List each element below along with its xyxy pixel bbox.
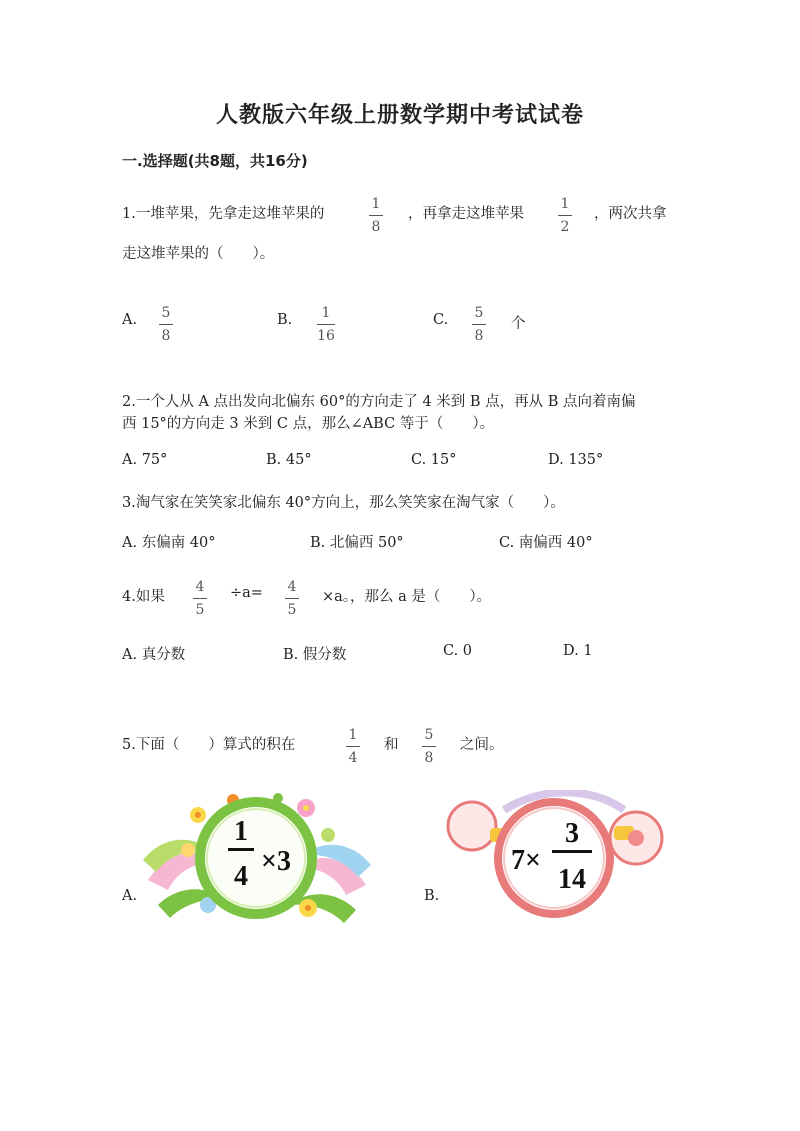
q5-fraction-2 bbox=[422, 727, 436, 766]
q1-text-line2: 走这堆苹果的（ ）。 bbox=[122, 246, 275, 262]
page-title: 人教版六年级上册数学期中考试试卷 bbox=[215, 103, 584, 128]
fraction-bar bbox=[472, 324, 486, 325]
q4-text-a: 4.如果 bbox=[122, 589, 165, 605]
q4-fraction-2 bbox=[285, 579, 299, 618]
q1-option-a-fraction bbox=[159, 305, 173, 344]
q5-text-b: 和 bbox=[384, 737, 399, 753]
q1-text-a: 1.一堆苹果，先拿走这堆苹果的 bbox=[122, 206, 325, 222]
fraction-bar bbox=[422, 746, 436, 747]
fraction-numerator: 5 bbox=[424, 727, 434, 743]
q2-option-a: A. 75° bbox=[122, 452, 168, 468]
q2-text-line2: 西 15°的方向走 3 米到 C 点，那么∠ABC 等于（ ）。 bbox=[122, 416, 495, 432]
fraction-numerator: 4 bbox=[195, 579, 205, 595]
q1-text-b: ，再拿走这堆苹果 bbox=[408, 206, 524, 222]
fraction-numerator: 1 bbox=[371, 196, 381, 212]
q4-fraction-1 bbox=[193, 579, 207, 618]
q5-option-b-denominator: 14 bbox=[558, 864, 586, 895]
q1-option-c-fraction bbox=[472, 305, 486, 344]
q2-option-d: D. 135° bbox=[548, 452, 604, 468]
q1-option-a-label: A. bbox=[122, 312, 138, 328]
section-heading: 一.选择题(共8题，共16分) bbox=[122, 152, 308, 170]
q5-option-a-label: A. bbox=[122, 888, 138, 904]
q5-text-a: 5.下面（ ）算式的积在 bbox=[122, 737, 296, 753]
q1-fraction-1 bbox=[369, 196, 383, 235]
q4-option-d: D. 1 bbox=[563, 643, 593, 659]
fraction-bar bbox=[552, 850, 592, 853]
q1-option-c-label: C. bbox=[433, 312, 449, 328]
fraction-denominator: 2 bbox=[560, 219, 570, 235]
q2-text-line1: 2.一个人从 A 点出发向北偏东 60°的方向走了 4 米到 B 点，再从 B 点向着南偏 bbox=[122, 394, 636, 410]
q4-option-c: C. 0 bbox=[443, 643, 473, 659]
q5-option-b-picture bbox=[444, 790, 670, 922]
q5-text-c: 之间。 bbox=[460, 737, 504, 753]
q1-option-b-label: B. bbox=[277, 312, 293, 328]
fraction-denominator: 8 bbox=[161, 328, 171, 344]
fraction-numerator: 5 bbox=[474, 305, 484, 321]
q3-option-a: A. 东偏南 40° bbox=[122, 535, 216, 551]
q5-option-a-denominator: 4 bbox=[234, 861, 248, 892]
fraction-denominator: 8 bbox=[474, 328, 484, 344]
q5-option-a-operator: ×3 bbox=[261, 846, 291, 877]
fraction-bar bbox=[159, 324, 173, 325]
q2-option-b: B. 45° bbox=[266, 452, 312, 468]
fraction-numerator: 4 bbox=[287, 579, 297, 595]
fraction-denominator: 5 bbox=[195, 602, 205, 618]
q4-option-a: A. 真分数 bbox=[122, 647, 186, 663]
fraction-bar bbox=[369, 215, 383, 216]
q5-option-a-picture bbox=[138, 790, 376, 930]
q1-option-c-suffix: 个 bbox=[511, 316, 526, 332]
q3-option-b: B. 北偏西 50° bbox=[310, 535, 404, 551]
fraction-bar bbox=[285, 598, 299, 599]
fraction-denominator: 8 bbox=[424, 750, 434, 766]
fraction-numerator: 1 bbox=[348, 727, 358, 743]
fraction-denominator: 16 bbox=[317, 328, 335, 344]
q3-option-c: C. 南偏西 40° bbox=[499, 535, 593, 551]
fraction-denominator: 5 bbox=[287, 602, 297, 618]
q5-option-b-lead: 7× bbox=[511, 845, 541, 876]
q2-option-c: C. 15° bbox=[411, 452, 457, 468]
fraction-bar bbox=[228, 848, 254, 851]
fraction-bar bbox=[558, 215, 572, 216]
fraction-bar bbox=[193, 598, 207, 599]
q5-fraction-1 bbox=[346, 727, 360, 766]
fraction-numerator: 5 bbox=[161, 305, 171, 321]
fraction-numerator: 1 bbox=[560, 196, 570, 212]
q1-text-c: ，两次共拿 bbox=[594, 206, 667, 222]
q4-option-b: B. 假分数 bbox=[283, 647, 347, 663]
fraction-denominator: 4 bbox=[348, 750, 358, 766]
fraction-numerator: 1 bbox=[321, 305, 331, 321]
q4-text-b: ÷a= bbox=[230, 585, 263, 601]
q5-option-b-numerator: 3 bbox=[565, 818, 579, 849]
q1-fraction-2 bbox=[558, 196, 572, 235]
fraction-bar bbox=[317, 324, 335, 325]
q4-text-c: ×a。，那么 a 是（ ）。 bbox=[322, 589, 492, 605]
q1-option-b-fraction bbox=[317, 305, 335, 344]
fraction-denominator: 8 bbox=[371, 219, 381, 235]
q5-option-b-label: B. bbox=[424, 888, 440, 904]
q5-option-a-numerator: 1 bbox=[234, 816, 248, 847]
q3-text: 3.淘气家在笑笑家北偏东 40°方向上，那么笑笑家在淘气家（ ）。 bbox=[122, 495, 565, 511]
fraction-bar bbox=[346, 746, 360, 747]
